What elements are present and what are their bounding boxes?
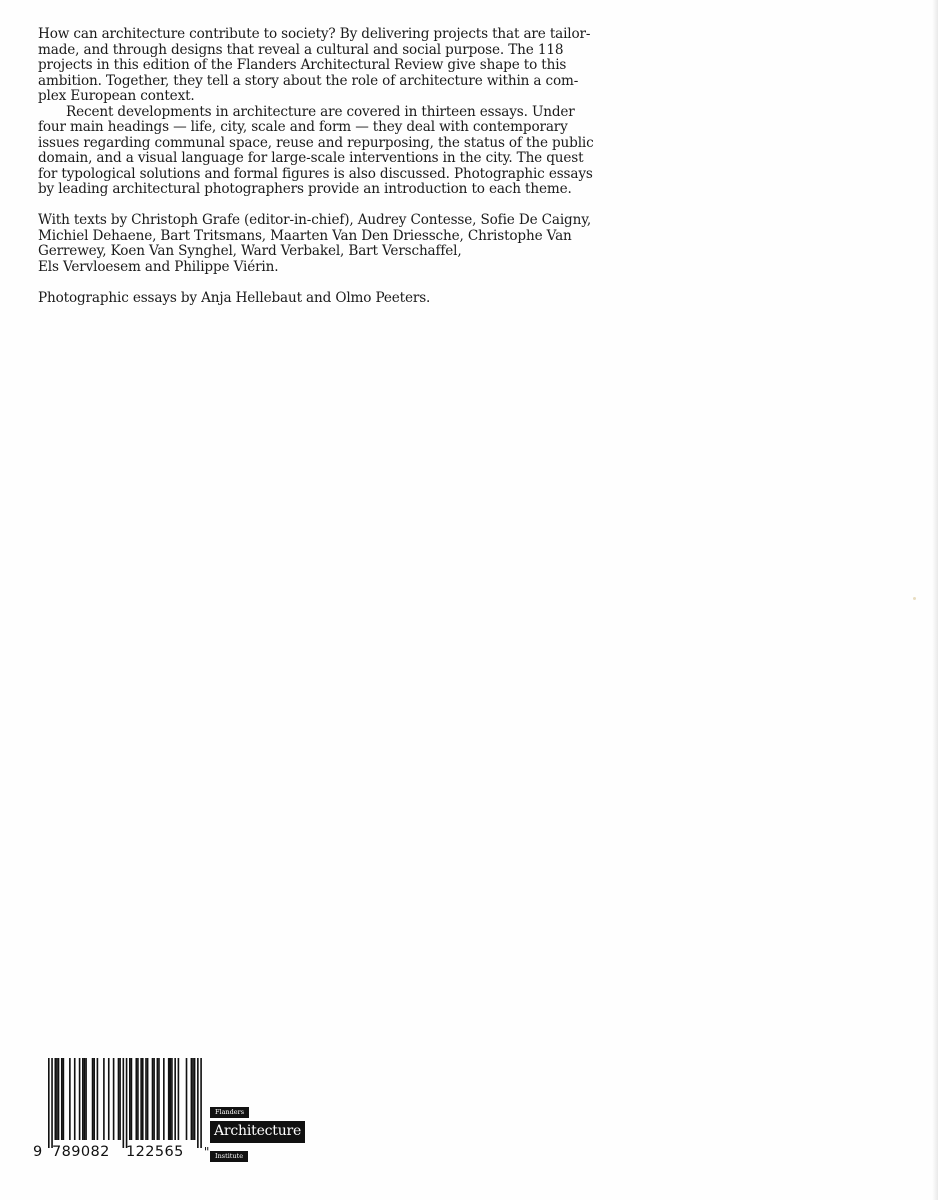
barcode-bar	[92, 1058, 94, 1140]
barcode-bar	[186, 1058, 188, 1140]
barcode-guard-bar	[200, 1058, 202, 1148]
barcode-guard-bar	[51, 1058, 53, 1148]
barcode-bar	[63, 1058, 65, 1140]
text-line: Recent developments in architecture are covered in thirteen essays. Under	[66, 103, 575, 120]
barcode-bar	[170, 1058, 172, 1140]
barcode-bar	[93, 1058, 95, 1140]
paragraph-spacer	[38, 198, 598, 214]
barcode-bar	[174, 1058, 176, 1140]
barcode-left-digits: 789082	[52, 1144, 110, 1160]
barcode-bar	[140, 1058, 142, 1140]
logo-flanders: Flanders	[210, 1107, 249, 1118]
logo-architecture: Architecture	[210, 1121, 305, 1143]
barcode-bar	[135, 1058, 137, 1140]
barcode-bar	[113, 1058, 115, 1140]
text-line: Els Vervloesem and Philippe Viérin.	[38, 258, 279, 275]
barcode-right-digits: 122565	[126, 1144, 184, 1160]
barcode-bar	[97, 1058, 99, 1140]
barcode-bar	[163, 1058, 165, 1140]
barcode-bar	[153, 1058, 155, 1140]
text-line: made, and through designs that reveal a cultural and social purpose. The 118	[38, 41, 564, 58]
barcode-bar	[69, 1058, 71, 1140]
barcode-bar	[191, 1058, 193, 1140]
barcode-bar	[171, 1058, 173, 1140]
text-line: by leading architectural photographers provide an introduction to each theme.	[38, 181, 572, 197]
text-line: four main headings — life, city, scale and form — they deal with contemporary	[38, 119, 568, 135]
barcode-bar	[74, 1058, 76, 1140]
barcode-bar	[58, 1058, 60, 1140]
barcode-bar	[119, 1058, 121, 1140]
barcode-bar	[194, 1058, 196, 1140]
barcode-bar	[192, 1058, 194, 1140]
barcode-guard-bar	[123, 1058, 125, 1148]
barcode-bar	[147, 1058, 149, 1140]
barcode-bar	[84, 1058, 86, 1140]
barcode-first-digit: 9	[33, 1144, 43, 1160]
barcode-bar	[85, 1058, 87, 1140]
barcode-bar	[108, 1058, 110, 1140]
paragraph-essays	[38, 105, 598, 198]
barcode-bar	[145, 1058, 147, 1140]
barcode-bar	[103, 1058, 105, 1140]
barcode-bar	[152, 1058, 154, 1140]
text-line: Gerrewey, Koen Van Synghel, Ward Verbakel, Bart Verschaffel,	[38, 243, 462, 259]
publisher-logo	[210, 1107, 310, 1163]
logo-institute: Institute	[210, 1151, 248, 1162]
barcode-bar	[178, 1058, 180, 1140]
barcode-bar	[158, 1058, 160, 1140]
text-line: projects in this edition of the Flanders Architectural Review give shape to this	[38, 57, 567, 73]
text-line: Michiel Dehaene, Bart Tritsmans, Maarten Van Den Driessche, Christophe Van	[38, 227, 572, 244]
page-edge-shadow	[932, 0, 938, 1200]
paragraph-intro	[38, 27, 598, 105]
barcode-bar	[79, 1058, 81, 1140]
paper-speck	[913, 597, 916, 600]
text-line: ambition. Together, they tell a story about the role of architecture within a com-	[38, 72, 579, 89]
barcode-guard-bar	[126, 1058, 128, 1148]
barcode-bar	[82, 1058, 84, 1140]
paragraph-spacer	[38, 275, 598, 291]
barcode-bar	[54, 1058, 56, 1140]
paragraph-authors	[38, 213, 598, 275]
barcode-bar	[157, 1058, 159, 1140]
barcode-bar	[56, 1058, 58, 1140]
text-line: domain, and a visual language for large-scale interventions in the city. The quest	[38, 150, 584, 166]
text-line: for typological solutions and formal figures is also discussed. Photographic essays	[38, 165, 593, 182]
barcode-bar	[61, 1058, 63, 1140]
barcode-guard-bar	[197, 1058, 199, 1148]
text-line: With texts by Christoph Grafe (editor-in-chief), Audrey Contesse, Sofie De Caigny,	[38, 212, 592, 228]
barcode-bar	[137, 1058, 139, 1140]
blurb-text	[38, 27, 598, 306]
text-line: Photographic essays by Anja Hellebaut and Olmo Peeters.	[38, 289, 431, 306]
text-line: How can architecture contribute to society? By delivering projects that are tailor-	[38, 26, 591, 42]
barcode-bar	[142, 1058, 144, 1140]
barcode-bar	[168, 1058, 170, 1140]
barcode-bar	[118, 1058, 120, 1140]
barcode-trailing-mark: "	[203, 1145, 210, 1159]
text-line: plex European context.	[38, 88, 195, 104]
barcode-bar	[129, 1058, 131, 1140]
barcode-guard-bar	[48, 1058, 50, 1148]
barcode-bar	[131, 1058, 133, 1140]
isbn-barcode	[30, 1058, 210, 1162]
paragraph-photographers	[38, 291, 598, 307]
text-line: issues regarding communal space, reuse and repurposing, the status of the public	[38, 134, 594, 151]
